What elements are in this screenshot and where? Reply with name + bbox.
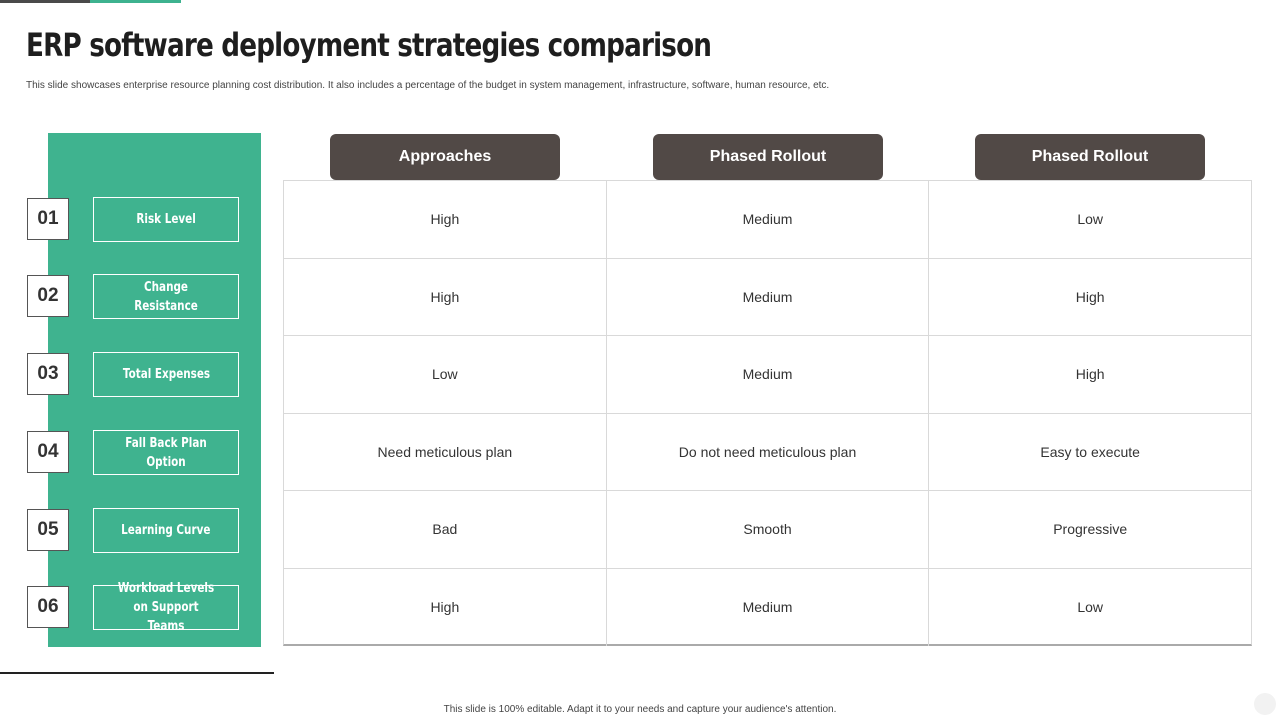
table-cell: Low	[284, 336, 607, 413]
table-cell: Medium	[607, 259, 930, 336]
table-cell: Smooth	[607, 491, 930, 568]
comparison-table	[283, 180, 1252, 646]
criteria-number-05: 05	[27, 509, 69, 551]
table-row	[284, 569, 1251, 647]
criteria-number-03: 03	[27, 353, 69, 395]
criteria-label-workload-levels: Workload Levels on Support Teams	[93, 585, 239, 630]
table-cell: High	[1075, 288, 1105, 305]
slide-title: ERP software deployment strategies comparison	[26, 26, 712, 64]
top-accent-bar-green	[90, 0, 181, 3]
table-row	[284, 336, 1251, 414]
table-cell: High	[284, 569, 607, 647]
column-header-approaches: Approaches	[330, 134, 560, 180]
criteria-number-01: 01	[27, 198, 69, 240]
table-cell: Need meticulous plan	[284, 414, 607, 491]
criteria-label-risk-level: Risk Level	[93, 197, 239, 242]
table-row	[284, 181, 1251, 259]
table-row	[284, 414, 1251, 492]
top-accent-bar-dark	[0, 0, 90, 3]
slide-footer: This slide is 100% editable. Adapt it to your needs and capture your audience's attention.	[443, 704, 837, 715]
table-cell: Medium	[607, 336, 930, 413]
table-cell: High	[284, 181, 607, 258]
table-cell: Medium	[607, 181, 930, 258]
criteria-label-change-resistance: Change Resistance	[93, 274, 239, 319]
column-header-phased-rollout-2: Phased Rollout	[975, 134, 1205, 180]
criteria-number-02: 02	[27, 275, 69, 317]
table-cell: Easy to execute	[1040, 443, 1140, 460]
table-cell: Progressive	[1053, 521, 1128, 538]
table-row	[284, 491, 1251, 569]
table-cell: High	[1075, 366, 1105, 383]
table-cell: Low	[1077, 211, 1104, 228]
bottom-divider	[0, 672, 274, 674]
criteria-label-learning-curve: Learning Curve	[93, 508, 239, 553]
table-cell: Bad	[284, 491, 607, 568]
slide-subtitle: This slide showcases enterprise resource planning cost distribution. It also includes a percentage of the budget in system management, infrastructure, software, human resource, etc.	[26, 80, 830, 91]
criteria-number-06: 06	[27, 586, 69, 628]
table-row	[284, 259, 1251, 337]
table-cell: High	[284, 259, 607, 336]
table-cell: Low	[1077, 599, 1104, 616]
corner-circle-icon	[1254, 693, 1276, 715]
column-header-phased-rollout-1: Phased Rollout	[653, 134, 883, 180]
criteria-number-04: 04	[27, 431, 69, 473]
criteria-label-fall-back-plan: Fall Back Plan Option	[93, 430, 239, 475]
criteria-label-total-expenses: Total Expenses	[93, 352, 239, 397]
table-cell: Medium	[607, 569, 930, 647]
table-cell: Do not need meticulous plan	[607, 414, 930, 491]
